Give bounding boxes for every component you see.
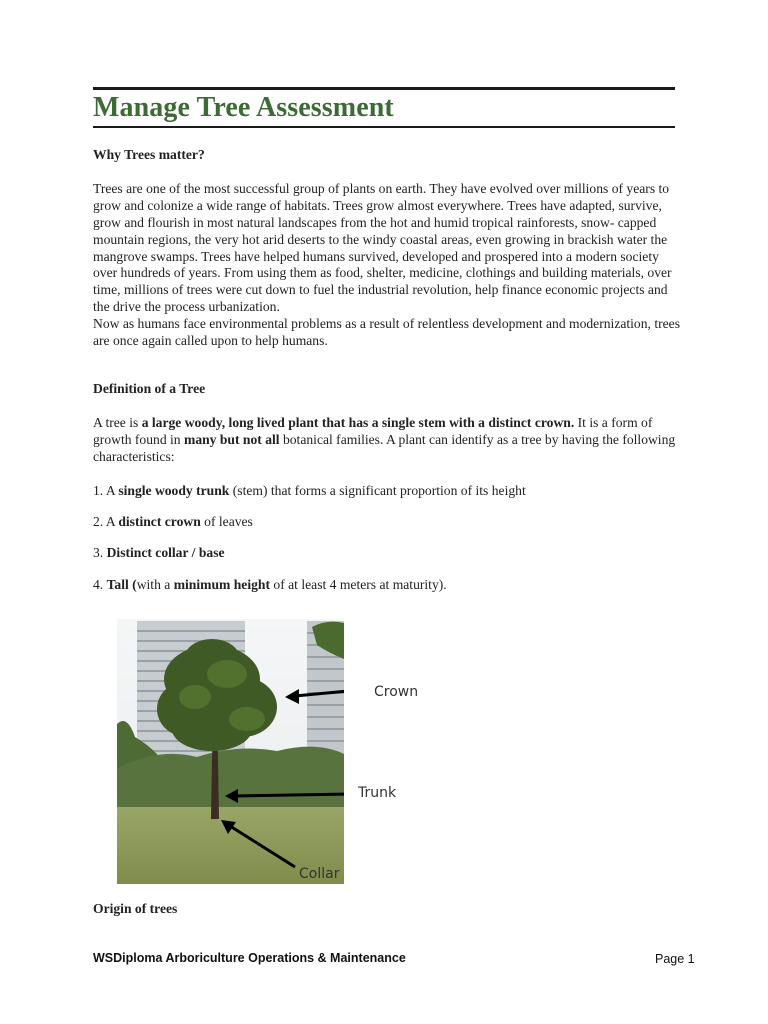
label-crown: Crown	[374, 684, 419, 700]
bold-run: minimum height	[173, 577, 271, 593]
text-run: (stem) that forms a significant proportion of its height	[229, 482, 526, 498]
tree-diagram-photo	[117, 619, 344, 884]
list-item	[93, 483, 683, 500]
section-heading: Why Trees matter?	[93, 147, 205, 162]
text-run: It is a form of growth found in	[93, 414, 653, 447]
trunk-arrow	[235, 794, 344, 796]
text-run: of at least 4 meters at maturity).	[270, 577, 447, 593]
paragraph: Now as humans face environmental problems as a result of relentless development and modernization, trees are once again called upon to help humans.	[93, 316, 680, 349]
label-collar: Collar	[299, 866, 340, 882]
section-heading: Definition of a Tree	[93, 381, 206, 396]
bold-run: a large woody, long lived plant that has a single stem with a distinct crown.	[141, 414, 575, 430]
title-rule-top	[93, 87, 675, 90]
label-trunk: Trunk	[358, 785, 397, 801]
tree-illustration	[117, 619, 344, 884]
page-title: Manage Tree Assessment	[93, 92, 394, 123]
list-item	[93, 545, 683, 562]
item-number: 4.	[93, 577, 107, 593]
section-origin	[93, 901, 683, 918]
section-definition	[93, 381, 683, 594]
bold-run: many but not all	[184, 431, 280, 447]
title-rule-bottom	[93, 126, 675, 128]
footer-course-title: WSDiploma Arboriculture Operations & Maintenance	[93, 951, 406, 965]
section-heading: Origin of trees	[93, 901, 178, 916]
section-why-trees	[93, 147, 683, 350]
definition-paragraph	[93, 415, 683, 466]
paragraph: Trees are one of the most successful group of plants on earth. They have evolved over millions of years to grow and colonize a wide range of habitats. Trees grow almost everywhere. Trees have adapted, survive, grow and flourish in most natural landscapes from the hot and humid tropical rainforests, snow- capped mountain regions, the very hot arid deserts to the windy coastal areas, even growing in brackish water the mangrove swamps. Trees have helped humans survived, developed and prospered into a modern society over hundreds of years. From using them as food, shelter, medicine, clothings and building materials, over time, millions of trees were cut down to fuel the industrial revolution, help finance economic projects and the drive the process urbanization.	[93, 180, 672, 315]
item-number: 2. A	[93, 513, 119, 529]
text-run: botanical families. A plant can identify as a tree by having the following characteristics:	[93, 431, 676, 464]
bold-run: Tall (	[106, 577, 137, 593]
list-item	[93, 577, 683, 594]
item-number: 1. A	[93, 482, 119, 498]
text-run: A tree is	[93, 414, 142, 430]
list-item	[93, 514, 683, 531]
item-number: 3.	[93, 545, 107, 561]
bold-run: single woody trunk	[118, 482, 230, 498]
bold-run: Distinct collar / base	[106, 545, 225, 561]
text-run: with a	[136, 577, 174, 593]
bold-run: distinct crown	[118, 513, 201, 529]
footer-page-number: Page 1	[655, 952, 695, 966]
text-run: of leaves	[200, 513, 253, 529]
background-trees	[117, 747, 344, 814]
